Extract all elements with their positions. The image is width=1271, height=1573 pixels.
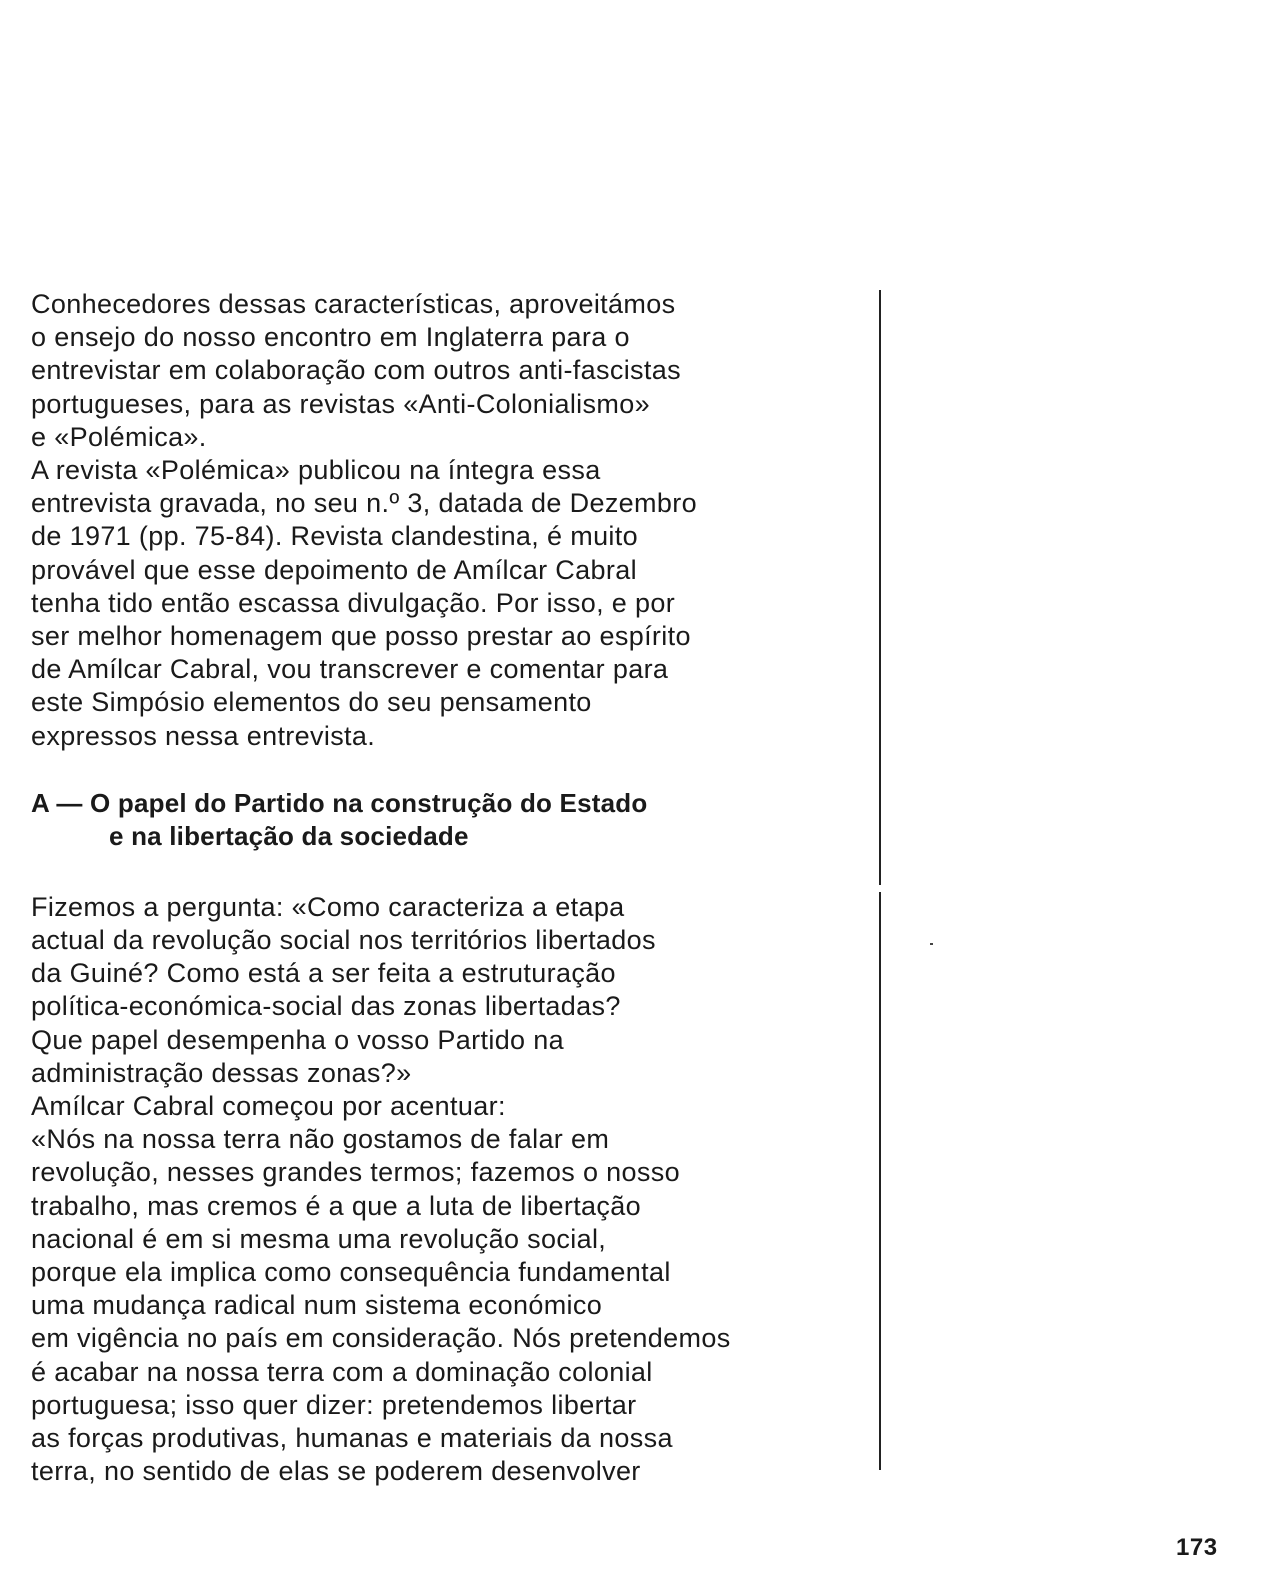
text-line: «Nós na nossa terra não gostamos de falar em <box>31 1124 610 1155</box>
text-line: expressos nessa entrevista. <box>31 720 376 751</box>
text-line: tenha tido então escassa divulgação. Por isso, e por <box>31 587 676 618</box>
text-line: portuguesa; isso quer dizer: pretendemos libertar <box>31 1389 637 1420</box>
margin-rule-top <box>879 290 881 885</box>
text-line: o ensejo do nosso encontro em Inglaterra para o <box>31 322 630 353</box>
text-line: Conhecedores dessas características, aproveitámos <box>31 289 676 319</box>
text-line: A revista «Polémica» publicou na íntegra essa <box>31 455 601 486</box>
spacer <box>31 853 876 891</box>
text-line: terra, no sentido de elas se poderem desenvolver <box>31 1456 641 1487</box>
text-line: portugueses, para as revistas «Anti-Colonialismo» <box>31 388 650 419</box>
paragraph-2 <box>31 454 876 753</box>
text-line: de 1971 (pp. 75-84). Revista clandestina, é muito <box>31 521 638 552</box>
margin-rule-bottom <box>879 892 881 1470</box>
text-line: Amílcar Cabral começou por acentuar: <box>31 1091 506 1122</box>
text-line: provável que esse depoimento de Amílcar Cabral <box>31 554 637 585</box>
text-line: trabalho, mas cremos é a que a luta de libertação <box>31 1190 641 1221</box>
text-line: Fizemos a pergunta: «Como caracteriza a etapa <box>31 891 625 922</box>
paragraph-5 <box>31 1123 876 1488</box>
paragraph-3 <box>31 891 876 1090</box>
text-line: ser melhor homenagem que posso prestar ao espírito <box>31 621 691 652</box>
paragraph-4 <box>31 1090 876 1123</box>
text-line: uma mudança radical num sistema económico <box>31 1290 603 1321</box>
text-line: política-económica-social das zonas libertadas? <box>31 991 621 1022</box>
section-heading <box>31 787 876 853</box>
text-line: em vigência no país em consideração. Nós pretendemos <box>31 1323 731 1354</box>
spacer <box>31 753 876 787</box>
paragraph-1 <box>31 288 876 454</box>
section-heading-line-2: e na libertação da sociedade <box>109 820 469 851</box>
text-line: de Amílcar Cabral, vou transcrever e comentar para <box>31 654 669 685</box>
text-line: revolução, nesses grandes termos; fazemos o nosso <box>31 1157 680 1188</box>
text-line: porque ela implica como consequência fundamental <box>31 1257 671 1288</box>
text-line: entrevistar em colaboração com outros anti-fascistas <box>31 355 681 386</box>
text-line: este Simpósio elementos do seu pensamento <box>31 687 592 718</box>
section-heading-line-2-wrap <box>31 820 876 853</box>
text-line: entrevista gravada, no seu n.º 3, datada de Dezembro <box>31 488 697 519</box>
text-line: administração dessas zonas?» <box>31 1057 412 1088</box>
text-line: é acabar na nossa terra com a dominação colonial <box>31 1356 653 1387</box>
page-number: 173 <box>1176 1534 1218 1561</box>
text-line: nacional é em si mesma uma revolução social, <box>31 1223 607 1254</box>
text-column <box>31 288 876 1489</box>
text-line: as forças produtivas, humanas e materiais da nossa <box>31 1423 673 1454</box>
section-heading-line-1: A — O papel do Partido na construção do Estado <box>31 787 648 818</box>
text-line: e «Polémica». <box>31 421 207 452</box>
text-line: Que papel desempenha o vosso Partido na <box>31 1024 565 1055</box>
text-line: da Guiné? Como está a ser feita a estruturação <box>31 958 616 989</box>
scan-speck <box>930 943 933 945</box>
text-line: actual da revolução social nos territórios libertados <box>31 925 656 956</box>
